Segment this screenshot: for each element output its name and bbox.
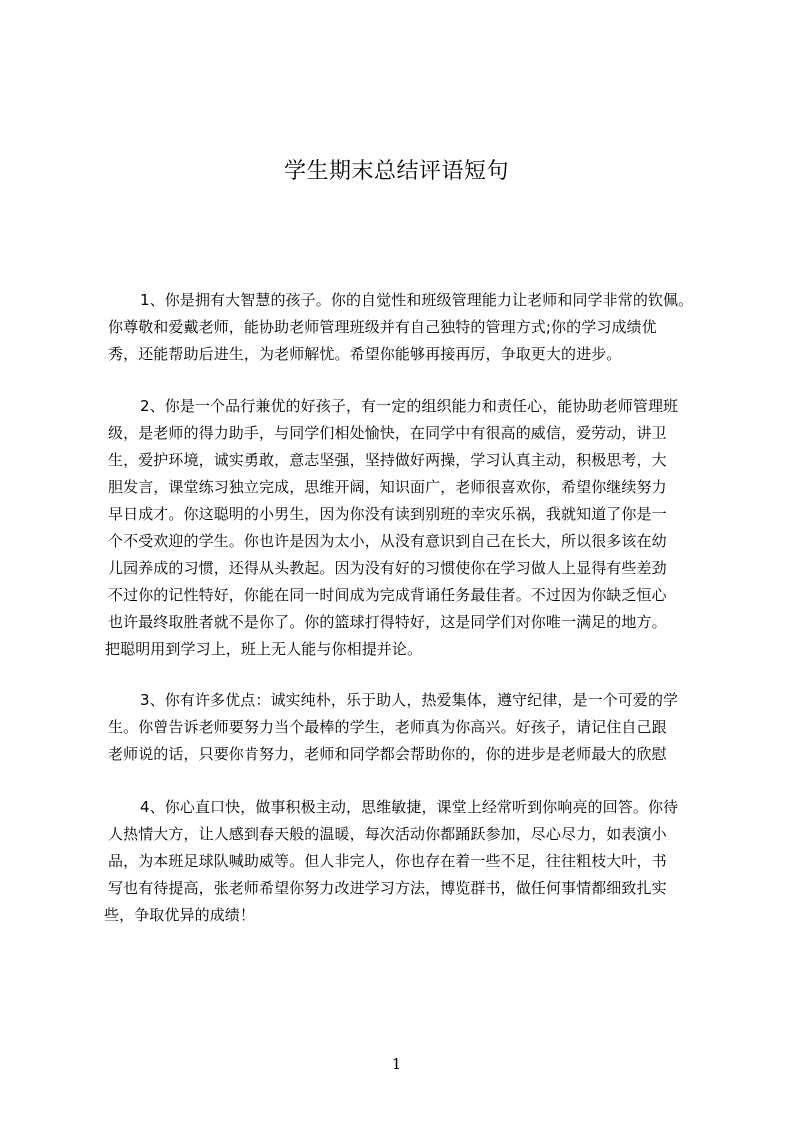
paragraph-2-line-8: 不过你的记性特好，你能在同一时间成为完成背诵任务最佳者。不过因为你缺乏恒心: [108, 586, 667, 604]
paragraph-2-line-4: 胆发言，课堂练习独立完成，思维开阔，知识面广，老师很喜欢你，希望你继续努力: [108, 478, 667, 496]
paragraph-4-line-4: 写也有待提高，张老师希望你努力改进学习方法，博览群书，做任何事情都细致扎实: [108, 879, 667, 897]
paragraph-1-line-2: 你尊敬和爱戴老师，能协助老师管理班级并有自己独特的管理方式;你的学习成绩优: [108, 318, 657, 336]
paragraph-2-line-10: 把聪明用到学习上，班上无人能与你相提并论。: [105, 640, 423, 658]
paragraph-2-line-5: 早日成才。你这聪明的小男生，因为你没有读到别班的幸灾乐祸，我就知道了你是一: [108, 505, 667, 523]
paragraph-3-line-1: 3、你有许多优点：诚实纯朴，乐于助人，热爱集体，遵守纪律，是一个可爱的学: [140, 691, 679, 709]
page-number: 1: [391, 1055, 402, 1073]
paragraph-2-line-1: 2、你是一个品行兼优的好孩子，有一定的组织能力和责任心，能协助老师管理班: [140, 397, 679, 415]
paragraph-2-line-2: 级，是老师的得力助手，与同学们相处愉快，在同学中有很高的威信，爱劳动，讲卫: [108, 424, 667, 442]
paragraph-2-line-3: 生，爱护环境，诚实勇敢，意志坚强，坚持做好两操，学习认真主动，积极思考，大: [108, 451, 667, 469]
paragraph-1-line-3: 秀，还能帮助后进生，为老师解忧。希望你能够再接再厉，争取更大的进步。: [108, 345, 622, 363]
paragraph-4-line-1: 4、你心直口快，做事积极主动，思维敏捷，课堂上经常听到你响亮的回答。你待: [140, 798, 679, 816]
paragraph-2-line-9: 也许最终取胜者就不是你了。你的篮球打得特好，这是同学们对你唯一满足的地方。: [108, 613, 667, 631]
paragraph-3-line-2: 生。你曾告诉老师要努力当个最棒的学生，老师真为你高兴。好孩子，请记住自己跟: [108, 718, 667, 736]
paragraph-4-line-3: 品，为本班足球队喊助威等。但人非完人，你也存在着一些不足，往往粗枝大叶，书: [108, 852, 667, 870]
paragraph-3-line-3: 老师说的话，只要你肯努力，老师和同学都会帮助你的，你的进步是老师最大的欣慰: [108, 745, 667, 763]
document-title: 学生期末总结评语短句: [283, 158, 509, 184]
paragraph-4-line-5: 些，争取优异的成绩！: [104, 906, 256, 924]
paragraph-4-line-2: 人热情大方，让人感到春天般的温暖，每次活动你都踊跃参加，尽心尽力，如表演小: [108, 825, 667, 843]
paragraph-2-line-6: 个不受欢迎的学生。你也许是因为太小，从没有意识到自己在长大，所以很多该在幼: [108, 532, 667, 550]
paragraph-1-line-1: 1、你是拥有大智慧的孩子。你的自觉性和班级管理能力让老师和同学非常的钦佩。: [140, 291, 694, 309]
paragraph-2-line-7: 儿园养成的习惯，还得从头教起。因为没有好的习惯使你在学习做人上显得有些差劲: [108, 559, 667, 577]
